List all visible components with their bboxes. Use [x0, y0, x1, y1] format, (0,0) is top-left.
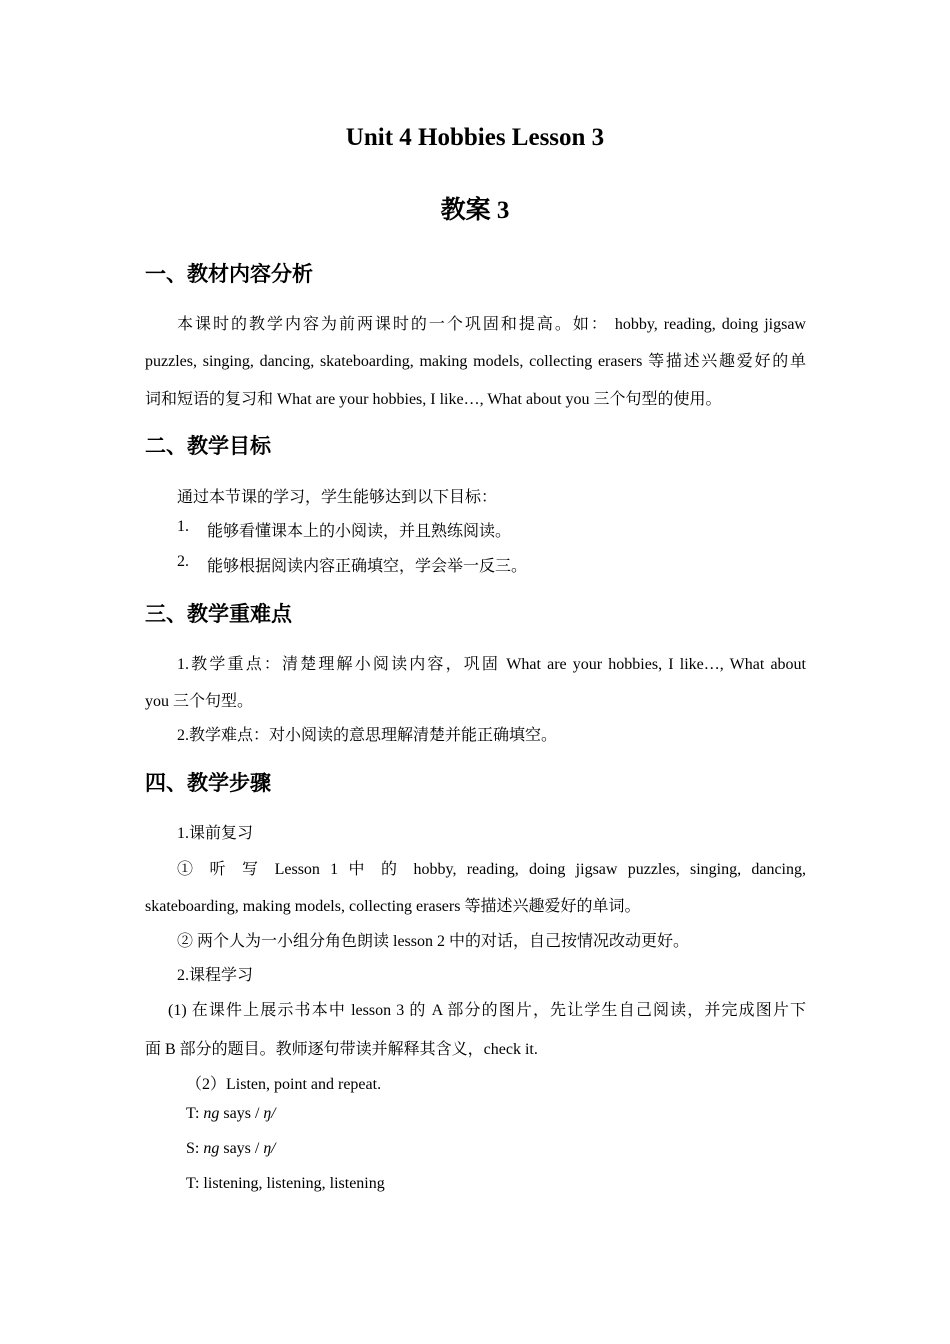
paragraph-line: 2.教学难点：对小阅读的意思理解清楚并能正确填空。: [177, 727, 558, 744]
dialogue-line: [186, 1105, 847, 1123]
paragraph-line: 面 B 部分的题目。教师逐句带读并解释其含义，check it.: [145, 1041, 538, 1058]
speaker-label: T:: [186, 1105, 204, 1122]
document-subtitle: 教案 3: [440, 197, 510, 224]
phonics-letters: ng: [203, 1105, 220, 1122]
paragraph-line: 1.教学重点：清楚理解小阅读内容，巩固 What are your hobbies, I like…, What about: [177, 656, 806, 673]
paragraph-line: (1) 在课件上展示书本中 lesson 3 的 A 部分的图片，先让学生自己阅读，并完成图片下: [168, 1002, 806, 1019]
step-heading: 1.课前复习: [177, 825, 254, 842]
paragraph-line: ① 听 写 Lesson 1 中 的 hobby, reading, doing jigsaw puzzles, singing, dancing,: [177, 861, 806, 878]
list-item: 能够看懂课本上的小阅读，并且熟练阅读。: [207, 523, 512, 540]
paragraph-line: you 三个句型。: [145, 693, 254, 710]
objectives-intro: 通过本节课的学习，学生能够达到以下目标：: [177, 489, 498, 506]
section-heading-objectives: 二、教学目标: [145, 434, 271, 458]
list-item: 能够根据阅读内容正确填空，学会举一反三。: [207, 558, 528, 575]
phonics-letters: ng: [203, 1140, 220, 1157]
document-title: Unit 4 Hobbies Lesson 3: [345, 124, 605, 151]
step-heading: 2.课程学习: [177, 967, 254, 984]
dialogue-text: says /: [219, 1140, 264, 1157]
phonetic-symbol: ŋ/: [263, 1105, 276, 1122]
speaker-label: S:: [186, 1140, 204, 1157]
section-heading-content-analysis: 一、教材内容分析: [145, 262, 313, 286]
paragraph-line: 词和短语的复习和 What are your hobbies, I like…, What about you 三个句型的使用。: [145, 391, 722, 408]
paragraph-line: ② 两个人为一小组分角色朗读 lesson 2 中的对话，自己按情况改动更好。: [177, 933, 690, 950]
dialogue-line: T: listening, listening, listening: [186, 1175, 385, 1192]
list-item-number: 1.: [177, 518, 189, 535]
phonetic-symbol: ŋ/: [263, 1140, 276, 1157]
list-item-number: 2.: [177, 553, 189, 570]
dialogue-text: says /: [219, 1105, 264, 1122]
section-heading-key-points: 三、教学重难点: [145, 602, 292, 626]
paragraph-line: skateboarding, making models, collecting erasers 等描述兴趣爱好的单词。: [145, 898, 641, 915]
paragraph-line: （2）Listen, point and repeat.: [186, 1076, 382, 1093]
paragraph-line: 本课时的教学内容为前两课时的一个巩固和提高。如： hobby, reading, doing jigsaw: [177, 316, 806, 333]
paragraph-line: puzzles, singing, dancing, skateboarding, making models, collecting erasers 等描述兴趣爱好的单: [145, 353, 806, 370]
section-heading-steps: 四、教学步骤: [145, 771, 271, 795]
dialogue-line: [186, 1140, 847, 1158]
